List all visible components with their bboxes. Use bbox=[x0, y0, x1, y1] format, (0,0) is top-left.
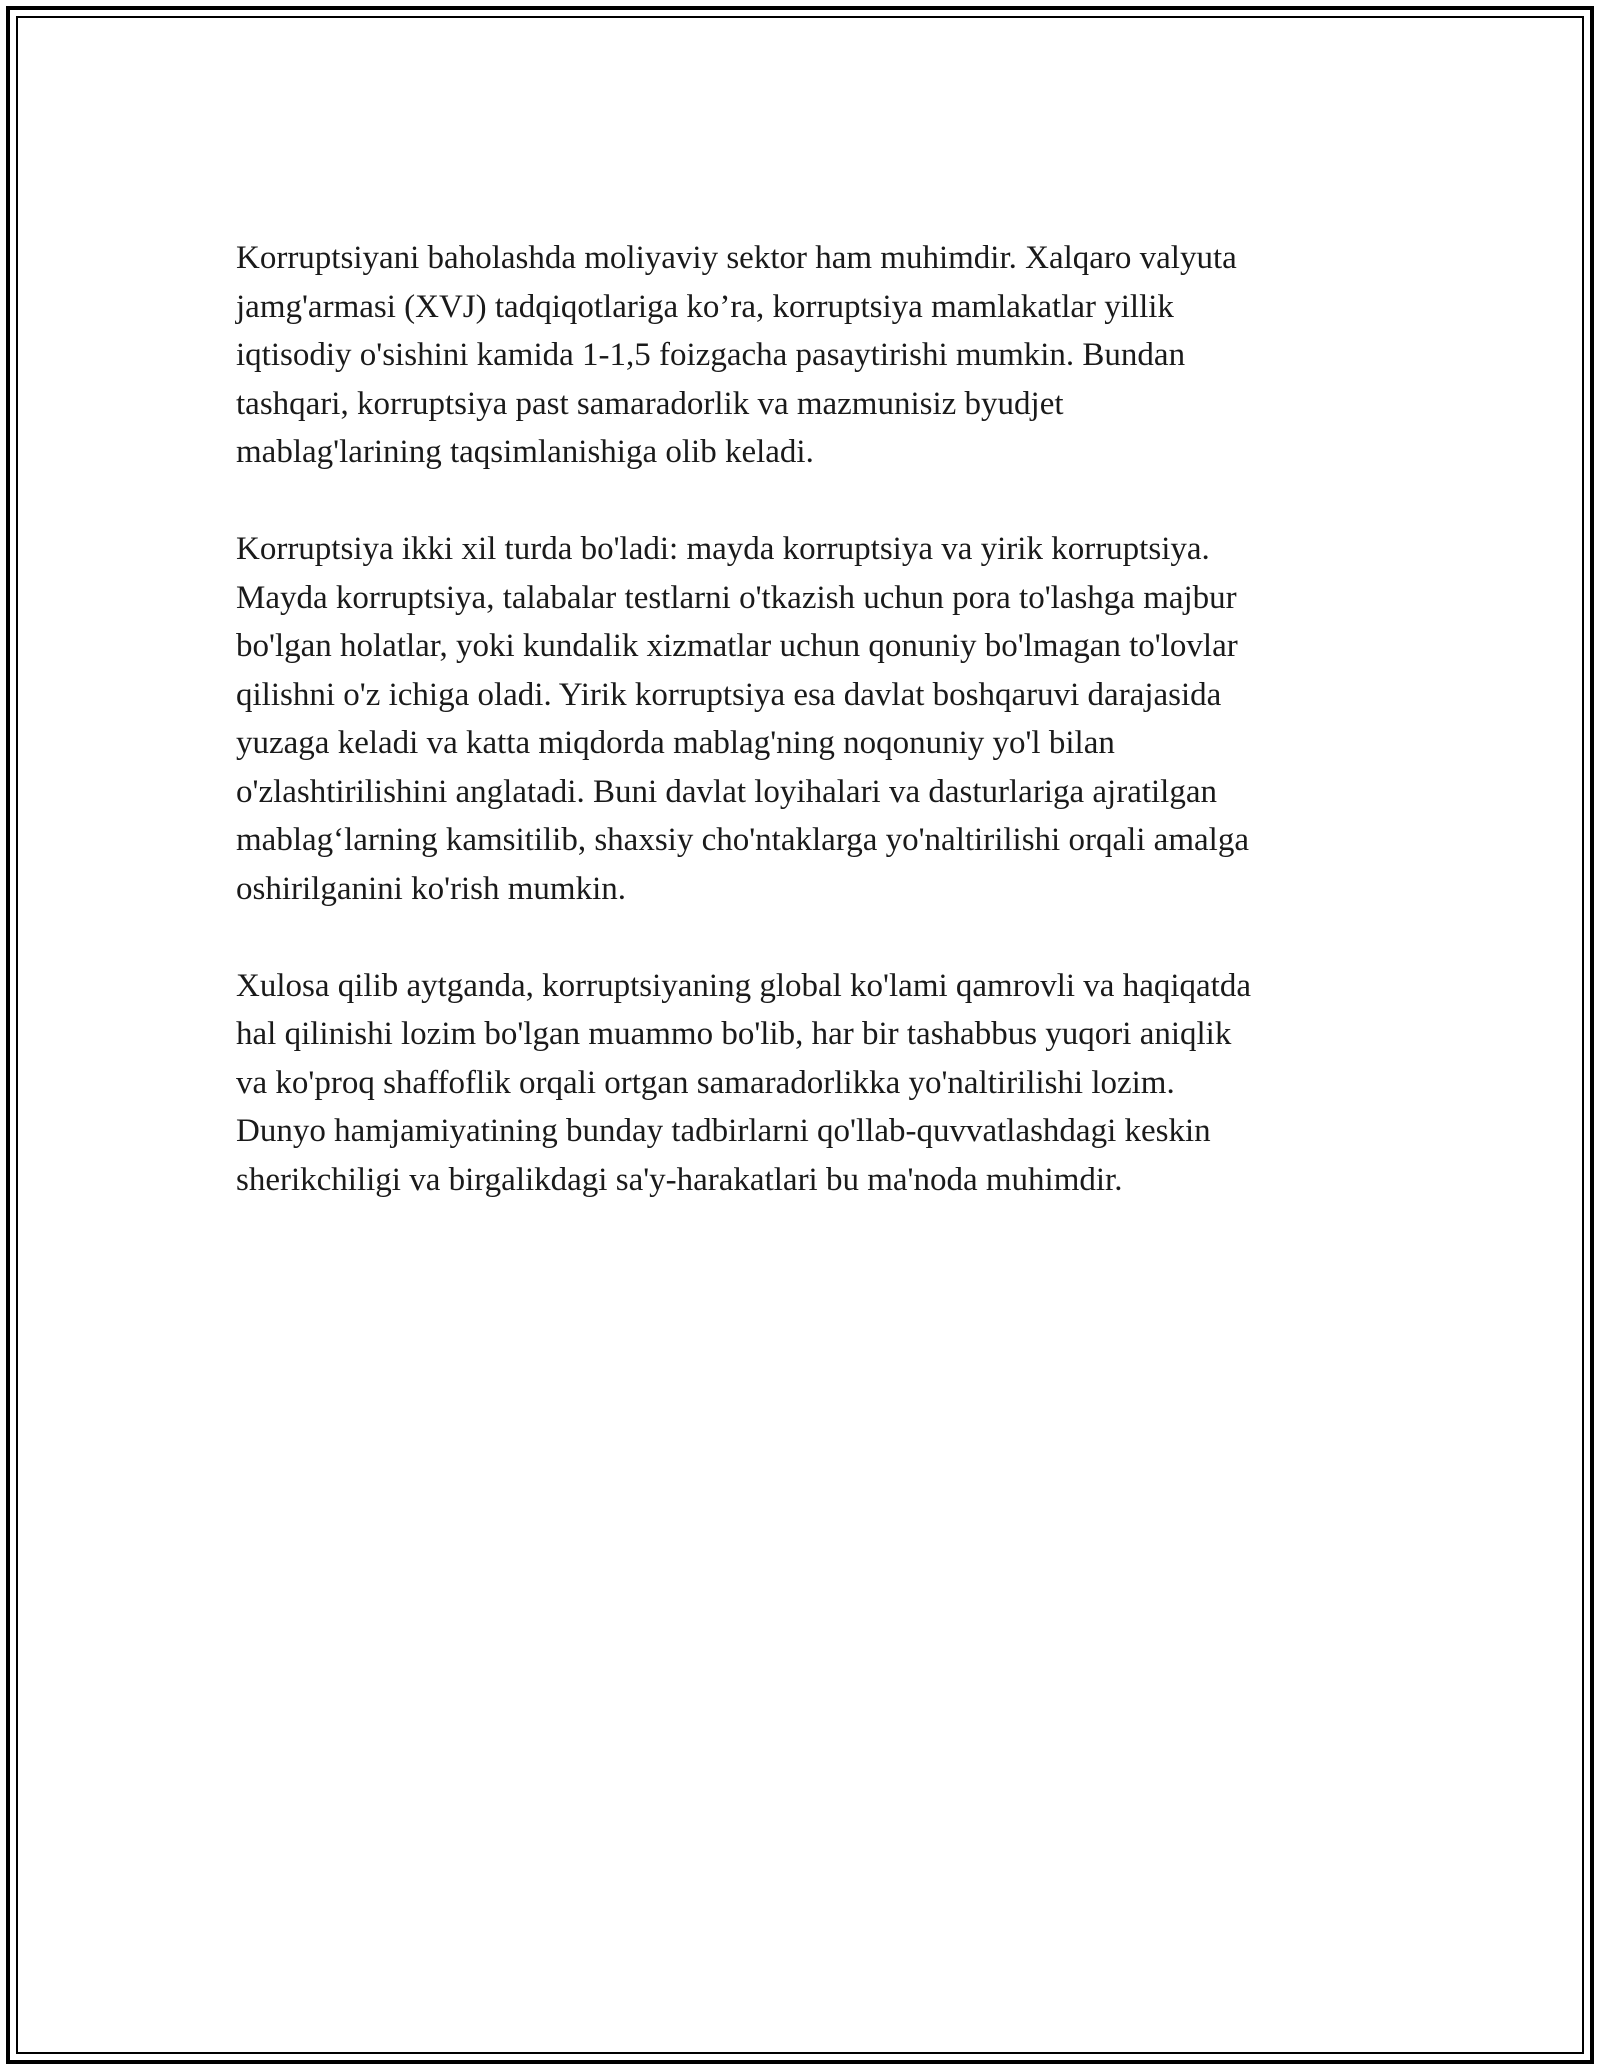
text-line: mablag‘larning kamsitilib, shaxsiy cho'ntaklarga yo'naltirilishi orqali amalga bbox=[236, 822, 1249, 858]
text-line: sherikchiligi va birgalikdagi sa'y-harakatlari bu ma'noda muhimdir. bbox=[236, 1161, 1123, 1198]
text-line: yuzaga keladi va katta miqdorda mablag'ning noqonuniy yo'l bilan bbox=[236, 725, 1115, 761]
text-line: jamg'armasi (XVJ) tadqiqotlariga ko’ra, korruptsiya mamlakatlar yillik bbox=[236, 288, 1174, 325]
text-line: tashqari, korruptsiya past samaradorlik va mazmunisiz byudjet bbox=[236, 385, 1064, 422]
text-line: va ko'proq shaffoflik orqali ortgan samaradorlikka yo'naltirilishi lozim. bbox=[236, 1064, 1175, 1101]
text-line: Dunyo hamjamiyatining bunday tadbirlarni qo'llab-quvvatlashdagi keskin bbox=[236, 1113, 1211, 1149]
document-body bbox=[236, 234, 1376, 1253]
text-line: Xulosa qilib aytganda, korruptsiyaning global ko'lami qamrovli va haqiqatda bbox=[236, 967, 1251, 1004]
text-line: hal qilinishi lozim bo'lgan muammo bo'lib, har bir tashabbus yuqori aniqlik bbox=[236, 1016, 1232, 1052]
text-line: o'zlashtirilishini anglatadi. Buni davlat loyihalari va dasturlariga ajratilgan bbox=[236, 773, 1217, 810]
paragraph-conclusion bbox=[236, 962, 1376, 1205]
text-line: oshirilganini ko'rish mumkin. bbox=[236, 870, 627, 907]
paragraph-corruption-types bbox=[236, 525, 1376, 913]
text-line: Korruptsiyani baholashda moliyaviy sektor ham muhimdir. Xalqaro valyuta bbox=[236, 240, 1237, 276]
text-line: Korruptsiya ikki xil turda bo'ladi: mayda korruptsiya va yirik korruptsiya. bbox=[236, 531, 1210, 567]
paragraph-financial-sector bbox=[236, 234, 1376, 477]
text-line: qilishni o'z ichiga oladi. Yirik korruptsiya esa davlat boshqaruvi darajasida bbox=[236, 676, 1222, 713]
text-line: bo'lgan holatlar, yoki kundalik xizmatlar uchun qonuniy bo'lmagan to'lovlar bbox=[236, 628, 1238, 664]
text-line: mablag'larining taqsimlanishiga olib keladi. bbox=[236, 434, 814, 470]
text-line: Mayda korruptsiya, talabalar testlarni o'tkazish uchun pora to'lashga majbur bbox=[236, 579, 1237, 616]
text-line: iqtisodiy o'sishini kamida 1-1,5 foizgacha pasaytirishi mumkin. Bundan bbox=[236, 337, 1186, 373]
